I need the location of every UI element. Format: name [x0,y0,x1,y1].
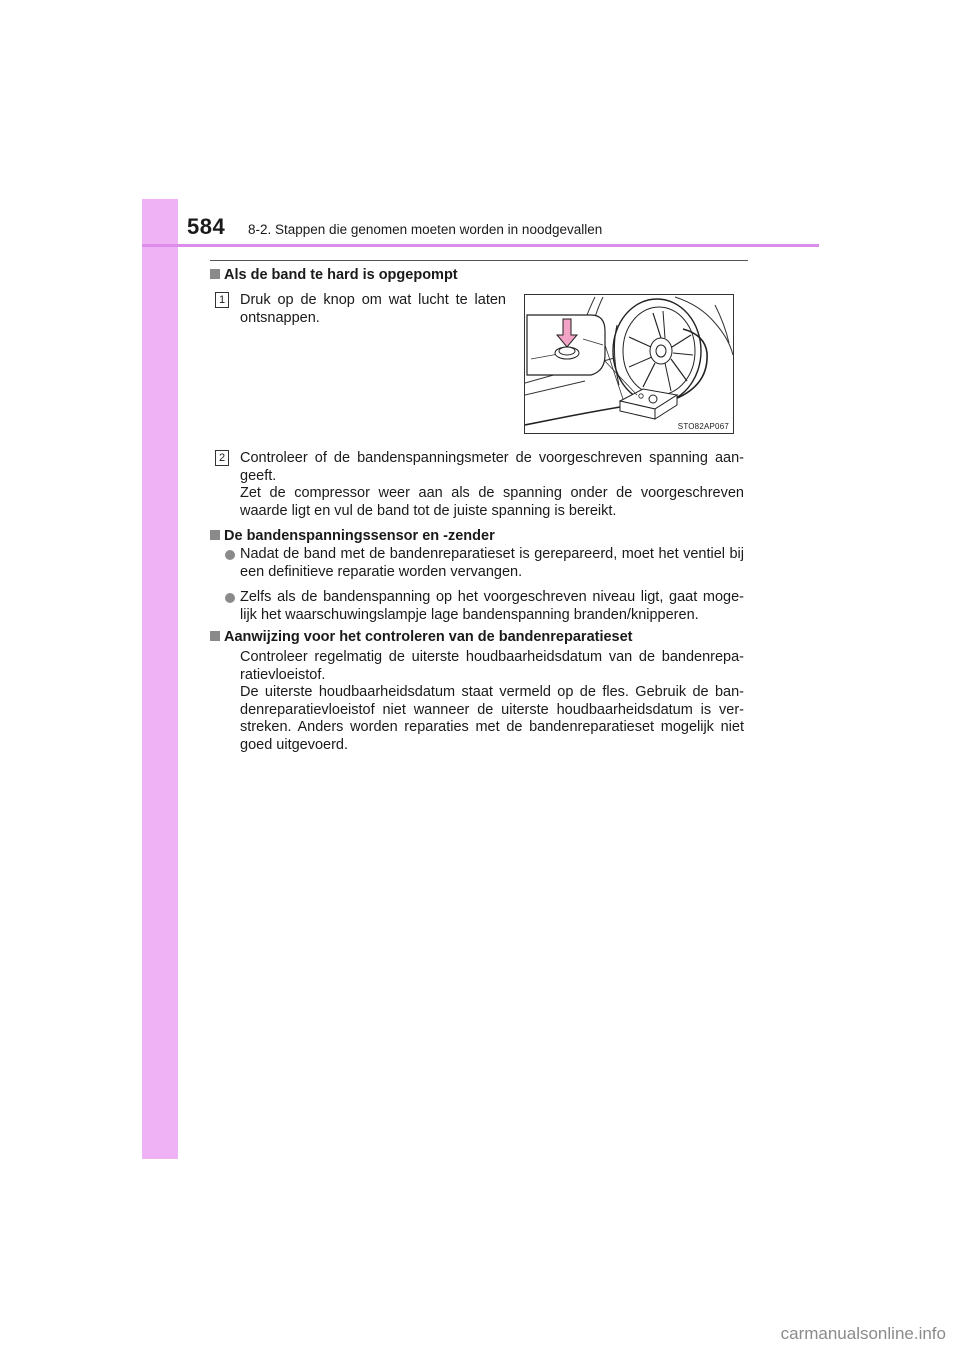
bullet-icon [225,593,235,603]
section-heading-overinflated [210,267,458,283]
kit-check-text [240,649,744,754]
figure-compressor-release-button [524,294,734,434]
kit-check-line-1: Controleer regelmatig de uiterste houdbaarheidsdatum van de bandenrepa-ratievloeistof. [240,649,744,683]
content-divider [210,260,748,261]
step-2-text [240,450,744,520]
sensor-bullet-1 [240,546,744,581]
bullet-icon [225,550,235,560]
step-1-paragraph: Druk op de knop om wat lucht te laten ontsnappen. [240,292,506,326]
heading-text: Als de band te hard is opgepompt [224,267,458,283]
figure-code: STO82AP067 [677,422,729,431]
kit-check-line-2: De uiterste houdbaarheidsdatum staat vermeld op de fles. Gebruik de ban-denreparatievloeistof niet wanneer de uiterste houdbaarheidsdatum is ver-streken. Anders worden reparaties met de bandenreparatieset mogelijk niet goed uitgevoerd. [240,684,744,753]
step-badge-2: 2 [215,450,229,466]
step-2-line-2: Zet de compressor weer aan als de spanning onder de voorgeschreven waarde ligt en vul de band tot de juiste spanning is bereikt. [240,485,744,519]
compressor-illustration [525,295,733,433]
page-number: 584 [187,214,226,239]
step-1-text [240,292,506,327]
heading-text: De bandenspanningssensor en -zender [224,528,495,544]
watermark: carmanualsonline.info [780,1324,946,1343]
square-bullet-icon [210,269,220,279]
bullet-1-text: Nadat de band met de bandenreparatieset is gerepareerd, moet het ventiel bij een definitieve reparatie worden vervangen. [240,546,744,580]
square-bullet-icon [210,530,220,540]
heading-text: Aanwijzing voor het controleren van de bandenreparatieset [224,629,633,645]
square-bullet-icon [210,631,220,641]
bullet-2-text: Zelfs als de bandenspanning op het voorgeschreven niveau ligt, gaat moge-lijk het waarschuwingslampje lage bandenspanning branden/knipperen. [240,589,744,623]
header-rule [142,244,819,247]
section-heading-sensor [210,528,495,544]
chapter-title: 8-2. Stappen die genomen moeten worden in noodgevallen [248,222,603,237]
section-heading-kit-check [210,629,633,645]
step-2-line-1: Controleer of de bandenspanningsmeter de voorgeschreven spanning aan-geeft. [240,450,744,484]
step-badge-1: 1 [215,292,229,308]
sensor-bullet-2 [240,589,744,624]
side-tab [142,199,178,1159]
